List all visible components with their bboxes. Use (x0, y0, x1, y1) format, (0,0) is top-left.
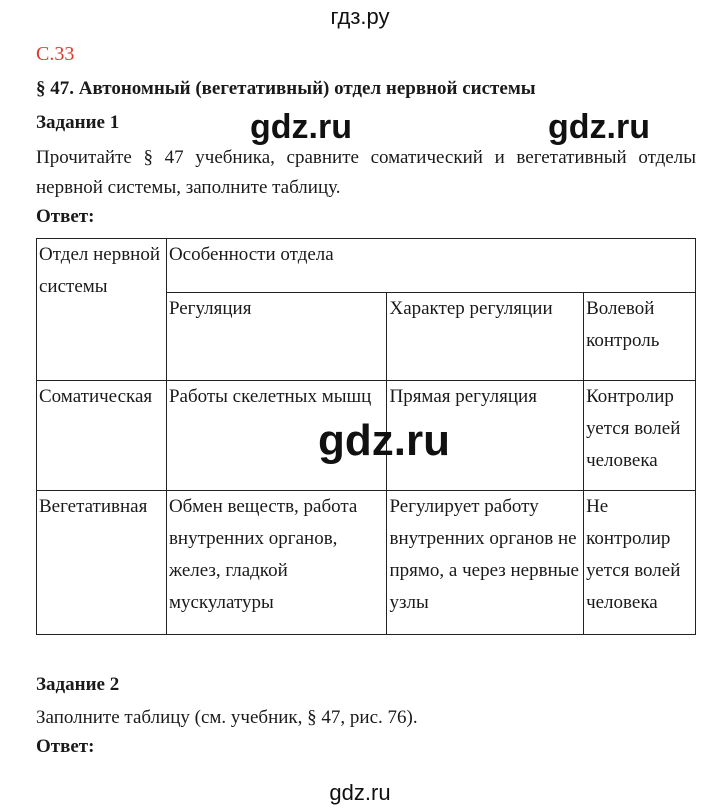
paragraph-title: § 47. Автономный (вегетативный) отдел нервной системы (36, 78, 536, 99)
table-cell: Контролир уется волей человека (584, 381, 696, 491)
column-header: Регуляция (166, 293, 387, 381)
task2-text: Заполните таблицу (см. учебник, § 47, рис. 76). (36, 707, 418, 728)
site-footer: gdz.ru (329, 780, 391, 805)
task2-answer-label: Ответ: (36, 736, 95, 757)
task1-answer-label: Ответ: (36, 206, 95, 227)
row-header: Вегетативная (37, 491, 167, 635)
table-corner-cell: Отдел нервной системы (37, 239, 167, 381)
column-header: Волевой контроль (584, 293, 696, 381)
task1-title: Задание 1 (36, 112, 120, 133)
table-group-header: Особенности отдела (166, 239, 695, 293)
watermark-top-right: gdz.ru (548, 108, 650, 146)
table-cell: Регулирует работу внутренних органов не прямо, а через нервные узлы (387, 491, 584, 635)
column-header: Характер регуляции (387, 293, 584, 381)
page-number: С.33 (36, 43, 75, 65)
watermark-middle: gdz.ru (318, 416, 450, 465)
task2-title: Задание 2 (36, 674, 120, 695)
table-cell: Обмен веществ, работа внутренних органов, желез, гладкой мускулатуры (166, 491, 387, 635)
table-cell: Не контролир уется волей человека (584, 491, 696, 635)
site-header: гдз.ру (330, 4, 390, 29)
table-cell: Прямая регуляция (387, 381, 584, 491)
row-header: Соматическая (37, 381, 167, 491)
table-row (37, 491, 696, 635)
watermark-top-left: gdz.ru (250, 108, 352, 146)
table-cell: Работы скелетных мышц (166, 381, 387, 491)
task1-text: Прочитайте § 47 учебника, сравните соматический и вегетативный отделы нервной системы, заполните таблицу. (36, 147, 696, 198)
